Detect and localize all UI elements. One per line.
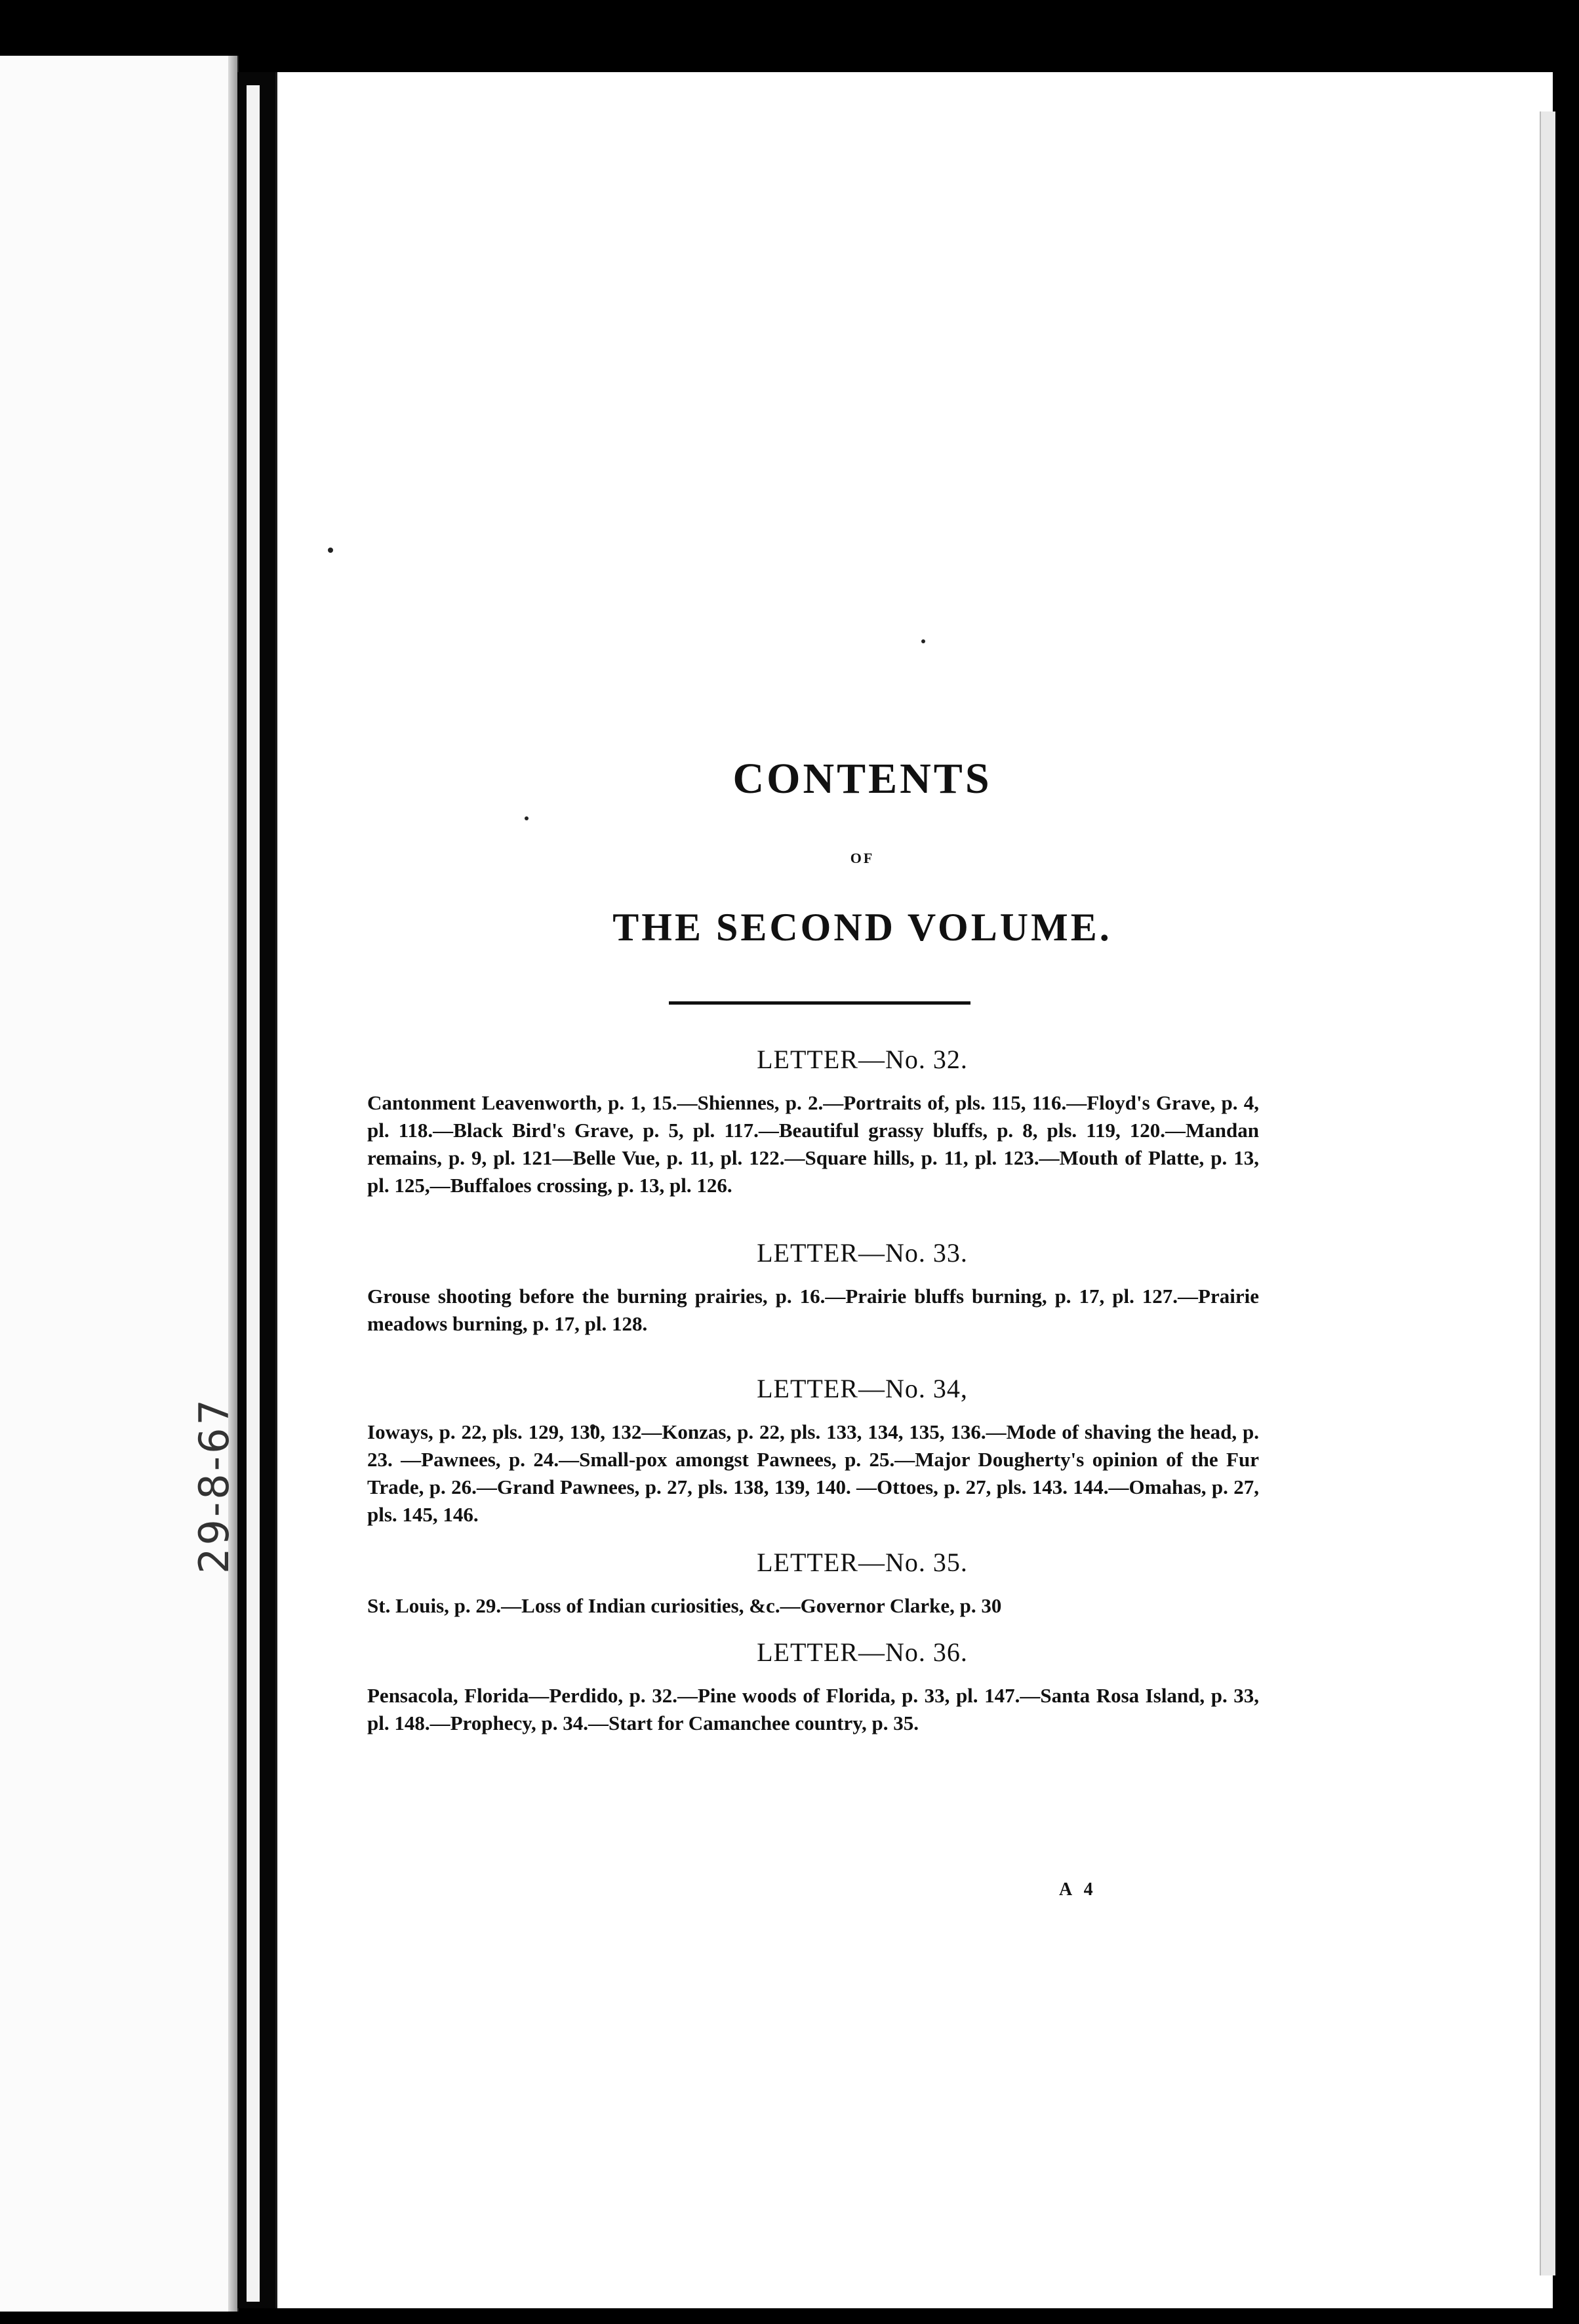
- letter-entries: Pensacola, Florida—Perdido, p. 32.—Pine woods of Florida, p. 33, pl. 147.—Santa Rosa Island, p. 33, pl. 148.—Prophecy, p. 34.—Start for Camanchee country, p. 35.: [367, 1684, 1259, 1734]
- title-of: OF: [850, 850, 875, 866]
- scan-speck: [328, 548, 333, 553]
- letter-entries: St. Louis, p. 29.—Loss of Indian curiosities, &c.—Governor Clarke, p. 30: [367, 1594, 1002, 1617]
- gutter-page-strip: [247, 85, 260, 2302]
- handwritten-note: 29-8-67: [190, 1397, 238, 1574]
- letter-entries: Cantonment Leavenworth, p. 1, 15.—Shiennes, p. 2.—Portraits of, pls. 115, 116.—Floyd's Grave, p. 4, pl. 118.—Black Bird's Grave, p. 5, pl. 117.—Beautiful grassy bluffs, p. 8, pls. 119, 120.—Mandan remains, p. 9, pl. 121—Belle Vue, p. 11, pl. 122.—Square hills, p. 11, pl. 123.—Mouth of Platte, p. 13, pl. 125,—Buffaloes crossing, p. 13, pl. 126.: [367, 1091, 1259, 1197]
- page-title: CONTENTS: [732, 755, 992, 803]
- page-fore-edge: [1540, 111, 1555, 2275]
- signature-mark: A 4: [1059, 1879, 1097, 1900]
- facing-page-shadow: [228, 56, 237, 2312]
- letter-heading: LETTER—No. 33.: [757, 1238, 968, 1268]
- letter-entries: Ioways, p. 22, pls. 129, 130, 132—Konzas, p. 22, pls. 133, 134, 135, 136.—Mode of shaving the head, p. 23. —Pawnees, p. 24.—Small-pox amongst Pawnees, p. 25.—Major Dougherty's opinion of the Fur Trade, p. 26.—Grand Pawnees, p. 27, pls. 138, 139, 140. —Ottoes, p. 27, pls. 143. 144.—Omahas, p. 27, pls. 145, 146.: [367, 1420, 1259, 1526]
- facing-page-edge: [0, 56, 239, 2312]
- letter-heading: LETTER—No. 36.: [757, 1637, 968, 1667]
- letter-heading: LETTER—No. 32.: [757, 1045, 968, 1074]
- scan-speck: [921, 639, 925, 643]
- contents-block: [367, 754, 1259, 1737]
- letter-entries: Grouse shooting before the burning prairies, p. 16.—Prairie bluffs burning, p. 17, pl. 127.—Prairie meadows burning, p. 17, pl. 128.: [367, 1285, 1259, 1335]
- letter-heading: LETTER—No. 34,: [757, 1374, 968, 1403]
- letter-heading: LETTER—No. 35.: [757, 1548, 968, 1577]
- page-subtitle: THE SECOND VOLUME.: [612, 906, 1112, 949]
- title-rule: [669, 1001, 970, 1005]
